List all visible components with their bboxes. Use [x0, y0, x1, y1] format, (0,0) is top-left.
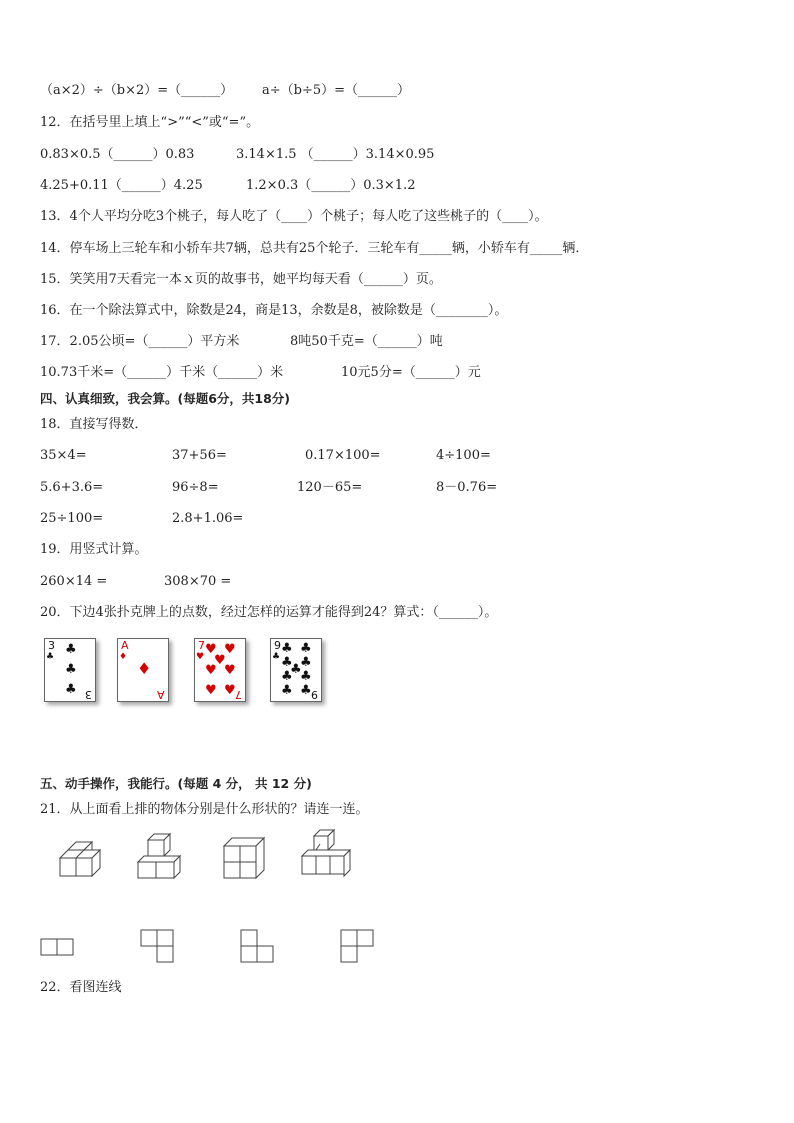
- card-rank-bottom: 7: [235, 688, 242, 701]
- club-icon: ♣: [281, 641, 293, 656]
- heart-icon: ♥: [205, 663, 217, 678]
- heart-icon: ♥: [205, 683, 217, 698]
- top-view-shape-2: [140, 929, 176, 965]
- question-12: 12．在括号里上填上“>”“<”或“=”。: [40, 115, 260, 130]
- calc-7: 120－65=: [297, 480, 363, 495]
- question-12-d: 1.2×0.3（______）0.3×1.2: [246, 178, 416, 193]
- club-icon: ♣: [300, 655, 312, 670]
- heart-icon: ♥: [224, 683, 236, 698]
- diamond-icon: ♦: [119, 652, 128, 662]
- question-20: 20．下边4张扑克牌上的点数，经过怎样的运算才能得到24？算式：（______）。: [40, 605, 498, 620]
- playing-card-3-clubs: [44, 638, 96, 702]
- diamond-icon: ♦: [137, 659, 152, 678]
- calc-4: 4÷100=: [436, 448, 491, 463]
- club-icon: ♣: [281, 669, 293, 684]
- question-19: 19．用竖式计算。: [40, 542, 148, 557]
- club-icon: ♣: [290, 662, 302, 677]
- calc-1: 35×4=: [40, 448, 87, 463]
- vertical-calc-1: 260×14 =: [40, 574, 108, 589]
- card-rank: 7: [198, 639, 205, 652]
- calc-6: 96÷8=: [172, 480, 219, 495]
- playing-card-ace-diamonds: [117, 638, 169, 702]
- heart-icon: ♥: [224, 663, 236, 678]
- club-icon: ♣: [281, 683, 293, 698]
- calc-9: 25÷100=: [40, 511, 104, 526]
- heart-icon: ♥: [196, 652, 205, 662]
- question-21: 21．从上面看上排的物体分别是什么形状的？请连一连。: [40, 802, 369, 817]
- expression-2: a÷（b÷5）=（______）: [262, 83, 411, 98]
- top-view-shape-1: [40, 937, 76, 957]
- club-icon: ♣: [281, 655, 293, 670]
- playing-card-9-clubs: [270, 638, 322, 702]
- block-figure-4: [300, 828, 354, 880]
- calc-2: 37+56=: [172, 448, 227, 463]
- club-icon: ♣: [300, 641, 312, 656]
- club-icon: ♣: [300, 683, 312, 698]
- calc-10: 2.8+1.06=: [172, 511, 244, 526]
- card-rank: A: [121, 639, 129, 652]
- card-rank: 9: [274, 639, 281, 652]
- question-12-a: 0.83×0.5（______）0.83: [40, 147, 195, 162]
- top-view-shape-3: [240, 929, 276, 965]
- question-22: 22．看图连线: [40, 980, 122, 995]
- calc-3: 0.17×100=: [305, 448, 381, 463]
- card-rank-bottom: 3: [85, 688, 92, 701]
- vertical-calc-2: 308×70 =: [164, 574, 232, 589]
- block-figure-2: [136, 830, 188, 880]
- club-icon: ♣: [65, 662, 77, 677]
- heart-icon: ♥: [224, 642, 236, 657]
- club-icon: ♣: [65, 642, 77, 657]
- question-18: 18．直接写得数．: [40, 417, 148, 432]
- question-15: 15．笑笑用7天看完一本ｘ页的故事书，她平均每天看（______）页。: [40, 272, 442, 287]
- calc-5: 5.6+3.6=: [40, 480, 104, 495]
- question-12-b: 3.14×1.5 （______）3.14×0.95: [236, 147, 435, 162]
- block-figure-1: [56, 838, 106, 880]
- section-5-heading: 五、动手操作，我能行。(每题 4 分， 共 12 分): [40, 776, 312, 791]
- question-17-a: 17．2.05公顷=（______）平方米: [40, 334, 240, 349]
- card-rank-bottom: A: [157, 688, 165, 701]
- calc-8: 8－0.76=: [436, 480, 498, 495]
- question-17-c: 10.73千米=（______）千米（______）米: [40, 365, 284, 380]
- question-17-b: 8吨50千克=（______）吨: [290, 334, 443, 349]
- question-17-d: 10元5分=（______）元: [341, 365, 481, 380]
- question-12-c: 4.25+0.11（______）4.25: [40, 178, 203, 193]
- club-icon: ♣: [272, 652, 281, 662]
- heart-icon: ♥: [214, 653, 226, 668]
- club-icon: ♣: [46, 652, 55, 662]
- question-13: 13．4个人平均分吃3个桃子，每人吃了（____）个桃子；每人吃了这些桃子的（____）。: [40, 209, 548, 224]
- top-view-shape-4: [340, 929, 376, 965]
- club-icon: ♣: [65, 682, 77, 697]
- card-rank: 3: [48, 639, 55, 652]
- question-14: 14．停车场上三轮车和小轿车共7辆，总共有25个轮子．三轮车有_____辆，小轿车有_____辆．: [40, 241, 589, 256]
- question-16: 16．在一个除法算式中，除数是24，商是13，余数是8，被除数是（________）。: [40, 303, 508, 318]
- card-rank-bottom: 9: [311, 688, 318, 701]
- expression-1: （a×2）÷（b×2）=（______）: [40, 83, 234, 98]
- playing-card-7-hearts: [194, 638, 246, 702]
- heart-icon: ♥: [205, 642, 217, 657]
- section-4-heading: 四、认真细致，我会算。(每题6分，共18分): [40, 391, 291, 406]
- block-figure-3: [222, 836, 268, 880]
- club-icon: ♣: [300, 669, 312, 684]
